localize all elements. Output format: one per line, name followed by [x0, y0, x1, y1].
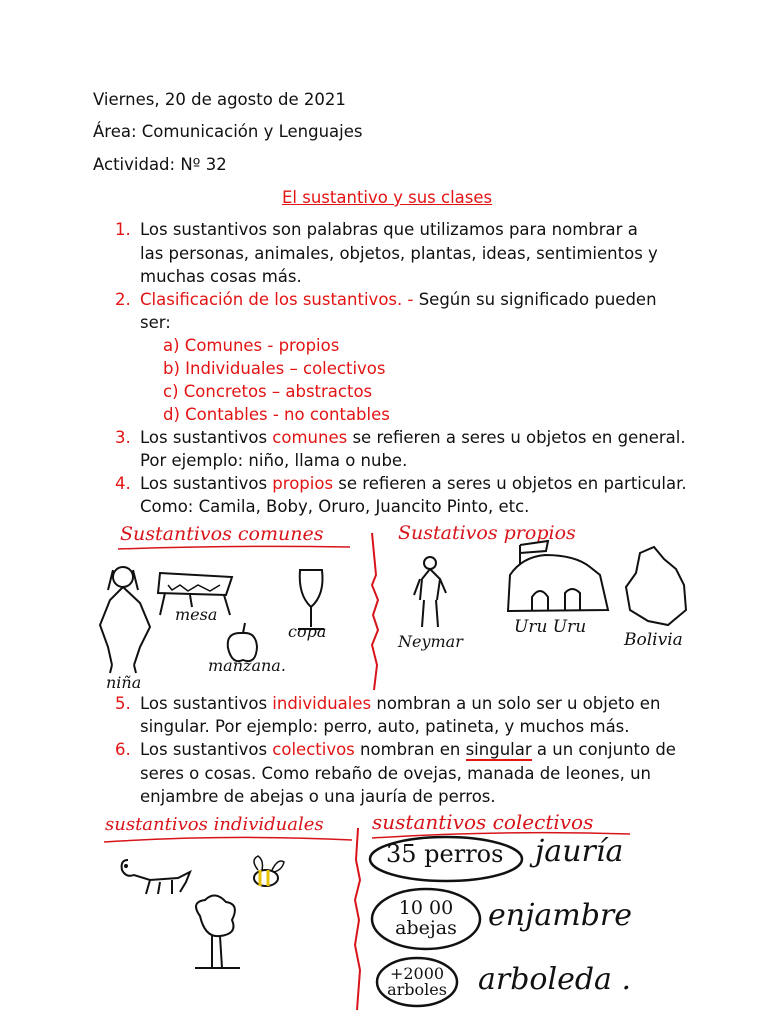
label-neymar: Neymar — [398, 632, 463, 651]
label-bolivia: Bolivia — [624, 630, 683, 650]
circle-35-perros: 35 perros — [386, 840, 504, 868]
word-enjambre: enjambre — [488, 898, 633, 933]
item-5-line-2: singular. Por ejemplo: perro, auto, patineta, y muchos más. — [140, 717, 630, 736]
item-6-line-1 — [140, 740, 676, 759]
item-6-line-2: seres o cosas. Como rebaño de ovejas, manada de leones, un — [140, 764, 652, 783]
activity-line: Actividad: Nº 32 — [93, 155, 227, 174]
item-1-line-1: Los sustantivos son palabras que utilizamos para nombrar a — [140, 220, 638, 239]
item-5-text-a: Los sustantivos — [140, 694, 273, 713]
item-1-line-2: las personas, animales, objetos, plantas, ideas, sentimientos y — [140, 244, 658, 263]
item-4-line-1 — [140, 474, 687, 493]
item-6-line-3: enjambre de abejas o una jauría de perros. — [140, 787, 496, 806]
item-3-line-2: Por ejemplo: niño, llama o nube. — [140, 451, 408, 470]
date-line: Viernes, 20 de agosto de 2021 — [93, 90, 346, 109]
item-2-number: 2. — [115, 290, 131, 309]
item-1-line-3: muchas cosas más. — [140, 267, 302, 286]
label-uru-uru: Uru Uru — [514, 617, 587, 637]
item-6-text-a: Los sustantivos — [140, 740, 273, 759]
circle-2000-arboles: +2000 arboles — [387, 964, 447, 999]
drawing2-heading-left: sustantivos individuales — [105, 814, 324, 835]
drawing1-heading-left: Sustantivos comunes — [120, 523, 324, 545]
item-3-text-b: se refieren a seres u objetos en general. — [347, 428, 686, 447]
item-1-number: 1. — [115, 220, 131, 239]
subitem-c: c) Concretos – abstractos — [163, 382, 373, 401]
item-3-text-a: Los sustantivos — [140, 428, 273, 447]
item-2-line-2: ser: — [140, 313, 171, 332]
item-6-number: 6. — [115, 740, 131, 759]
subitem-d: d) Contables - no contables — [163, 405, 390, 424]
item-5-line-1 — [140, 694, 660, 713]
item-6-text-b: nombran en — [354, 740, 466, 759]
item-2-red-text: Clasificación de los sustantivos. - — [140, 290, 414, 309]
item-4-text-b: se refieren a seres u objetos en particular. — [333, 474, 687, 493]
label-mesa: mesa — [175, 605, 218, 624]
item-6-underlined-word: singular — [465, 740, 532, 759]
item-4-red-word: propios — [272, 474, 334, 493]
drawing1-heading-right: Sustativos propios — [398, 522, 576, 544]
subitem-a: a) Comunes - propios — [163, 336, 340, 355]
item-4-text-a: Los sustantivos — [140, 474, 273, 493]
item-3-red-word: comunes — [272, 428, 348, 447]
item-5-red-word: individuales — [272, 694, 372, 713]
word-jauria: jauría — [535, 834, 624, 869]
word-arboleda: arboleda . — [478, 962, 632, 997]
item-2-line-1 — [140, 290, 657, 309]
subitem-b: b) Individuales – colectivos — [163, 359, 386, 378]
drawing2-heading-right: sustantivos colectivos — [372, 810, 594, 834]
item-3-line-1 — [140, 428, 686, 447]
area-line: Área: Comunicación y Lenguajes — [93, 122, 363, 141]
page-title: El sustantivo y sus clases — [282, 188, 493, 207]
item-5-number: 5. — [115, 694, 131, 713]
item-3-number: 3. — [115, 428, 131, 447]
item-2-rest-text: Según su significado pueden — [413, 290, 657, 309]
item-6-text-c: a un conjunto de — [531, 740, 676, 759]
item-4-line-2: Como: Camila, Boby, Oruro, Juancito Pinto, etc. — [140, 497, 530, 516]
item-6-red-word: colectivos — [272, 740, 355, 759]
label-manzana: manzana. — [208, 656, 286, 675]
label-copa: copa — [288, 622, 327, 641]
item-4-number: 4. — [115, 474, 131, 493]
label-nina: niña — [106, 673, 142, 692]
circle-1000-abejas: 10 00 abejas — [395, 897, 457, 939]
item-5-text-b: nombran a un solo ser u objeto en — [371, 694, 661, 713]
